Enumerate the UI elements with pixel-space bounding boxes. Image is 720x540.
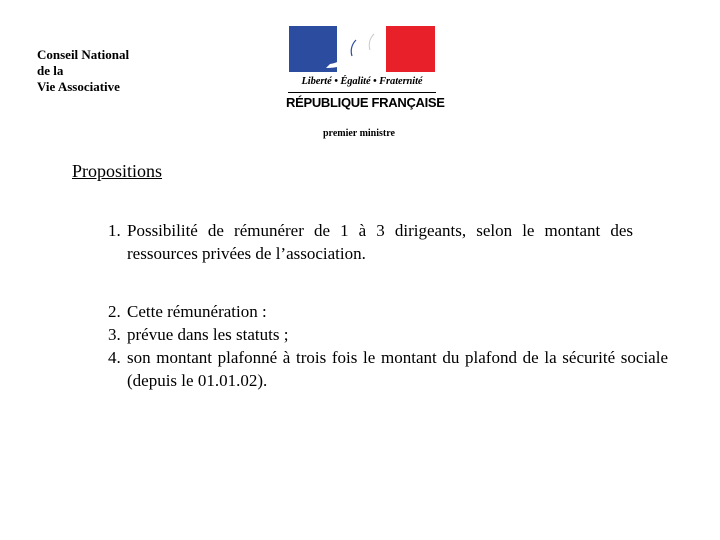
list-item-number: 1. bbox=[108, 221, 121, 240]
organization-line-2: de la bbox=[37, 63, 64, 78]
list-item bbox=[108, 300, 668, 323]
section-heading: Propositions bbox=[72, 161, 163, 181]
organization-line-3: Vie Associative bbox=[37, 79, 120, 94]
republique-francaise-logo bbox=[286, 24, 445, 116]
ministry-label: premier ministre bbox=[323, 128, 395, 139]
list-item-text: Possibilité de rémunérer de 1 à 3 dirigeants, selon le montant des ressources privées de l’association. bbox=[127, 221, 633, 263]
list-item-text: prévue dans les statuts ; bbox=[127, 325, 289, 344]
list-item-number: 2. bbox=[108, 302, 121, 321]
proposition-list-2 bbox=[108, 300, 668, 392]
list-item bbox=[108, 323, 668, 346]
organization-name bbox=[37, 47, 129, 95]
list-item-text: son montant plafonné à trois fois le montant du plafond de la sécurité sociale (depuis le 01.01.02). bbox=[127, 348, 668, 390]
list-item bbox=[108, 219, 668, 265]
list-item bbox=[108, 346, 668, 392]
logo-motto: Liberté • Égalité • Fraternité bbox=[301, 76, 423, 87]
list-item-number: 4. bbox=[108, 348, 121, 367]
logo-divider bbox=[288, 92, 436, 93]
list-item-text: Cette rémunération : bbox=[127, 302, 267, 321]
proposition-list-1 bbox=[108, 219, 668, 265]
logo-country-name: RÉPUBLIQUE FRANÇAISE bbox=[286, 95, 445, 110]
organization-line-1: Conseil National bbox=[37, 47, 130, 62]
list-item-number: 3. bbox=[108, 325, 121, 344]
marianne-flag-icon bbox=[286, 24, 438, 74]
